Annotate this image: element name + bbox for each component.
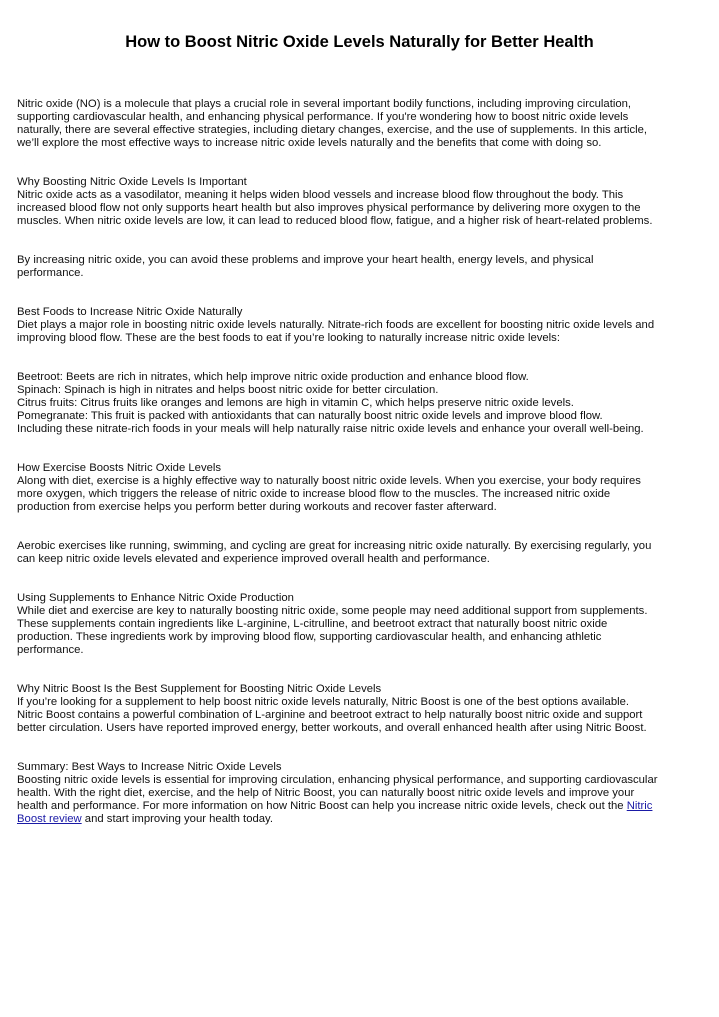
body-paragraph — [17, 254, 709, 280]
paragraph-list — [17, 98, 709, 735]
paragraph-line: Why Boosting Nitric Oxide Levels Is Important — [17, 176, 247, 188]
paragraph-line: better circulation. Users have reported improved energy, better workouts, and overall enhanced health after using Nitric Boost. — [17, 722, 647, 734]
body-paragraph — [17, 462, 709, 514]
paragraph-line: Nitric Boost contains a powerful combination of L-arginine and beetroot extract to help naturally boost nitric oxide and support — [17, 709, 643, 721]
paragraph-line: muscles. When nitric oxide levels are low, it can lead to reduced blood flow, fatigue, and a higher risk of heart-related problems. — [17, 215, 653, 227]
page-title: How to Boost Nitric Oxide Levels Naturally for Better Health — [125, 33, 594, 51]
paragraph-line: production. These ingredients work by improving blood flow, supporting cardiovascular health, and enhancing athletic — [17, 631, 602, 643]
body-paragraph — [17, 592, 709, 657]
summary-line-tail: and start improving your health today. — [81, 813, 273, 825]
body-paragraph — [17, 306, 709, 345]
summary-line: Summary: Best Ways to Increase Nitric Oxide Levels — [17, 761, 282, 773]
paragraph-line: production from exercise helps you perform better during workouts and recover faster afterward. — [17, 501, 497, 513]
summary-line-text: health and performance. For more information on how Nitric Boost can help you increase nitric oxide levels, check out the — [17, 800, 627, 812]
paragraph-line: Aerobic exercises like running, swimming, and cycling are great for increasing nitric oxide naturally. By exercising regularly, you — [17, 540, 652, 552]
paragraph-line: Nitric oxide (NO) is a molecule that plays a crucial role in several important bodily functions, including improving circulation, — [17, 98, 632, 110]
summary-paragraph — [17, 761, 709, 826]
paragraph-line: Nitric oxide acts as a vasodilator, meaning it helps widen blood vessels and increase blood flow throughout the body. This — [17, 189, 624, 201]
paragraph-line: Pomegranate: This fruit is packed with antioxidants that can naturally boost nitric oxide levels and improve blood flow. — [17, 410, 603, 422]
body-paragraph — [17, 176, 709, 228]
summary-line: health. With the right diet, exercise, and the help of Nitric Boost, you can naturally boost nitric oxide levels and improve your — [17, 787, 635, 799]
body-paragraph — [17, 683, 709, 735]
summary-line — [17, 813, 709, 826]
body-paragraph — [17, 98, 709, 150]
summary-line — [17, 800, 709, 813]
paragraph-line: can keep nitric oxide levels elevated and experience improved overall health and performance. — [17, 553, 490, 565]
body-paragraph — [17, 540, 709, 566]
paragraph-line: Including these nitrate-rich foods in your meals will help naturally raise nitric oxide levels and enhance your overall well-being. — [17, 423, 644, 435]
paragraph-line: Spinach: Spinach is high in nitrates and helps boost nitric oxide for better circulation. — [17, 384, 439, 396]
paragraph-line: Diet plays a major role in boosting nitric oxide levels naturally. Nitrate-rich foods are excellent for boosting nitric oxide levels and — [17, 319, 655, 331]
paragraph-line: improving blood flow. These are the best foods to eat if you’re looking to naturally increase nitric oxide levels: — [17, 332, 560, 344]
paragraph-line: more oxygen, which triggers the release of nitric oxide to increase blood flow to the muscles. The increased nitric oxide — [17, 488, 611, 500]
paragraph-line: By increasing nitric oxide, you can avoid these problems and improve your heart health, energy levels, and physical — [17, 254, 594, 266]
nitric-boost-review-link-continued[interactable]: Boost review — [17, 813, 82, 825]
paragraph-line: performance. — [17, 267, 84, 279]
paragraph-line: performance. — [17, 644, 84, 656]
paragraph-line: Citrus fruits: Citrus fruits like oranges and lemons are high in vitamin C, which helps preserve nitric oxide levels. — [17, 397, 574, 409]
nitric-boost-review-link[interactable]: Nitric — [626, 800, 653, 812]
paragraph-line: Why Nitric Boost Is the Best Supplement for Boosting Nitric Oxide Levels — [17, 683, 382, 695]
paragraph-line: naturally, there are several effective strategies, including dietary changes, exercise, and the use of supplements. In this article, — [17, 124, 648, 136]
paragraph-line: we’ll explore the most effective ways to increase nitric oxide levels naturally and the benefits that come with doing so. — [17, 137, 602, 149]
paragraph-line: How Exercise Boosts Nitric Oxide Levels — [17, 462, 222, 474]
paragraph-line: Best Foods to Increase Nitric Oxide Naturally — [17, 306, 243, 318]
summary-line: Boosting nitric oxide levels is essential for improving circulation, enhancing physical performance, and supporting cardiovascular — [17, 774, 658, 786]
paragraph-line: supporting cardiovascular health, and enhancing physical performance. If you're wondering how to boost nitric oxide levels — [17, 111, 629, 123]
paragraph-line: Using Supplements to Enhance Nitric Oxide Production — [17, 592, 294, 604]
paragraph-line: These supplements contain ingredients like L-arginine, L-citrulline, and beetroot extract that naturally boost nitric oxide — [17, 618, 608, 630]
paragraph-line: While diet and exercise are key to naturally boosting nitric oxide, some people may need additional support from supplements. — [17, 605, 648, 617]
body-paragraph — [17, 371, 709, 436]
paragraph-line: If you’re looking for a supplement to help boost nitric oxide levels naturally, Nitric Boost is one of the best options available. — [17, 696, 630, 708]
paragraph-line: Beetroot: Beets are rich in nitrates, which help improve nitric oxide production and enhance blood flow. — [17, 371, 529, 383]
paragraph-line: Along with diet, exercise is a highly effective way to naturally boost nitric oxide levels. When you exercise, your body requires — [17, 475, 641, 487]
article-body — [17, 98, 709, 852]
paragraph-line: increased blood flow not only supports heart health but also improves physical performance by delivering more oxygen to the — [17, 202, 641, 214]
